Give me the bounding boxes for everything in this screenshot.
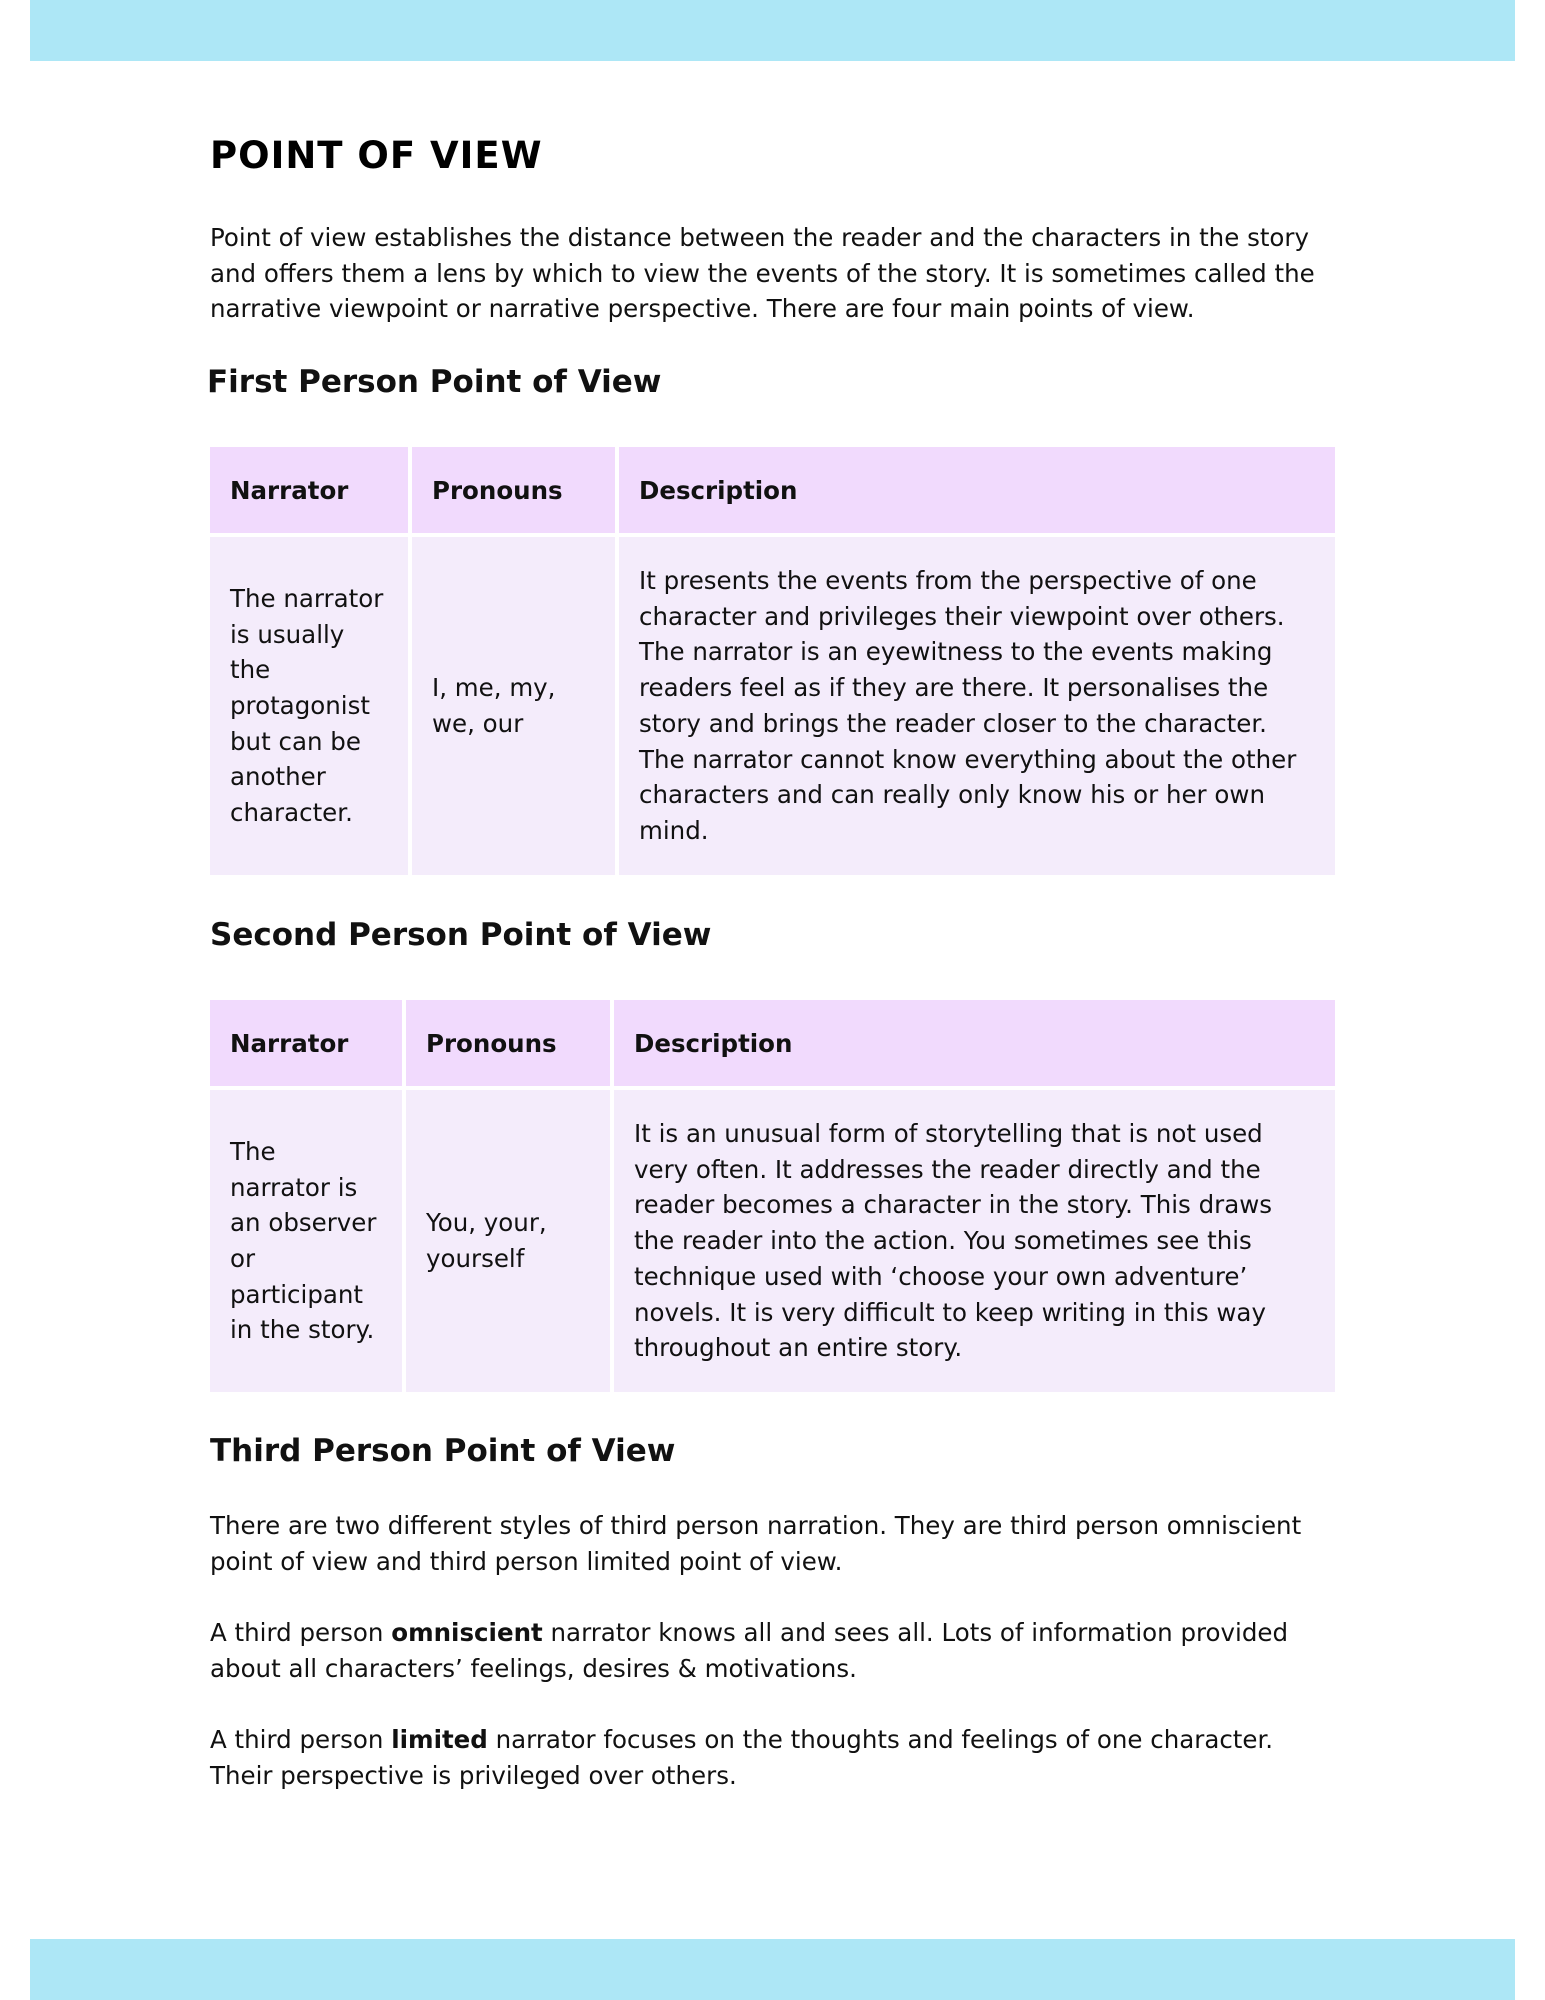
table-header-row	[210, 1000, 1335, 1086]
top-band	[30, 0, 1515, 61]
table-header-row	[210, 447, 1335, 533]
second-person-table	[206, 996, 1339, 1396]
limited-term: limited	[391, 1725, 488, 1754]
paragraph-text: A third person	[210, 1618, 392, 1647]
table-row	[210, 537, 1335, 875]
third-person-paragraph-2	[210, 1615, 1335, 1686]
paragraph-text: A third person	[210, 1725, 392, 1754]
omniscient-term: omniscient	[391, 1618, 543, 1647]
narrator-header: Narrator	[210, 1000, 402, 1086]
description-header: Description	[614, 1000, 1335, 1086]
pronouns-header: Pronouns	[406, 1000, 610, 1086]
narrator-header: Narrator	[210, 447, 408, 533]
table-row	[210, 1090, 1335, 1392]
pronouns-cell: You, your, yourself	[406, 1090, 610, 1392]
description-cell: It presents the events from the perspective of one character and privileges their viewpoint over others. The narrator is an eyewitness to the events making readers feel as if they are there. It personalises the story and brings the reader closer to the character. The narrator cannot know everything about the other characters and can really only know his or her own mind.	[619, 537, 1335, 875]
first-person-table	[206, 443, 1339, 879]
intro-paragraph: Point of view establishes the distance between the reader and the characters in the story and offers them a lens by which to view the events of the story. It is sometimes called the narrative viewpoint or narrative perspective. There are four main points of view.	[210, 223, 1315, 324]
third-person-heading: Third Person Point of View	[210, 1433, 676, 1469]
pronouns-header: Pronouns	[412, 447, 615, 533]
third-person-paragraph-3	[210, 1722, 1335, 1793]
description-header: Description	[619, 447, 1335, 533]
narrator-cell: The narrator is an observer or participant in the story.	[210, 1090, 402, 1392]
third-person-paragraph-1: There are two different styles of third person narration. They are third person omniscient point of view and third person limited point of view.	[210, 1511, 1302, 1576]
second-person-heading: Second Person Point of View	[210, 917, 712, 953]
description-cell: It is an unusual form of storytelling that is not used very often. It addresses the reader directly and the reader becomes a character in the story. This draws the reader into the action. You sometimes see this technique used with ‘choose your own adventure’ novels. It is very difficult to keep writing in this way throughout an entire story.	[614, 1090, 1335, 1392]
first-person-heading: First Person Point of View	[207, 364, 662, 400]
narrator-cell: The narrator is usually the protagonist but can be another character.	[210, 537, 408, 875]
paragraph-text: narrator knows all and sees all. Lots of information provided about all characters’ feelings, desires & motivations.	[210, 1618, 1289, 1683]
paragraph-text: narrator focuses on the thoughts and feelings of one character. Their perspective is privileged over others.	[210, 1725, 1274, 1790]
bottom-band	[30, 1939, 1515, 2000]
page-title: POINT OF VIEW	[210, 134, 543, 177]
pronouns-cell: I, me, my, we, our	[412, 537, 615, 875]
